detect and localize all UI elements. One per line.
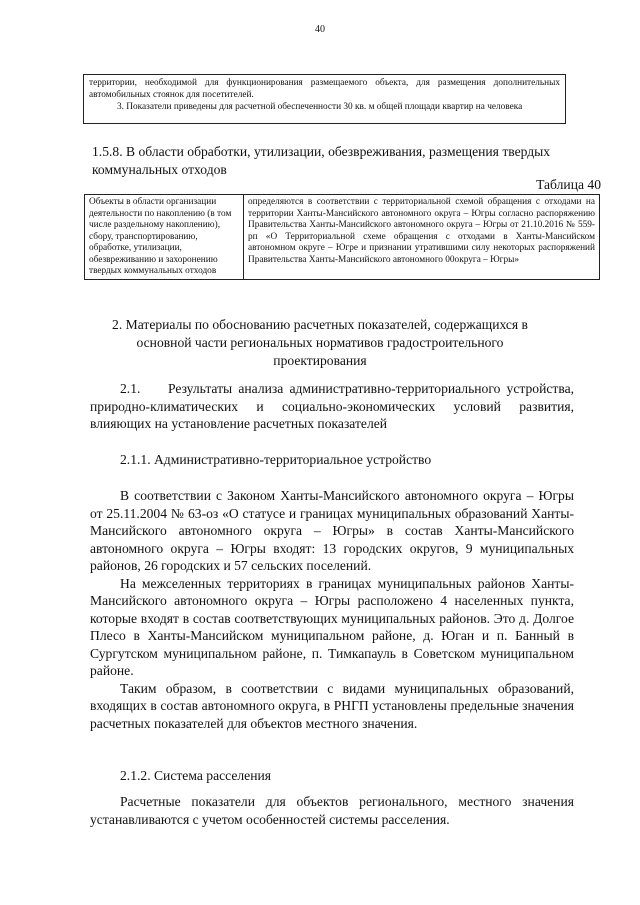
chapter-heading-2: 2. Материалы по обоснованию расчетных показателей, содержащихся в основной части региональных нормативов градостроительного проектирования [112,317,528,368]
paragraph: Расчетные показатели для объектов регионального, местного значения устанавливаются с учетом особенностей системы расселения. [90,794,574,827]
paragraph: Таким образом, в соответствии с видами муниципальных образований, входящих в состав автономного округа, в РНГП установлены предельные значения расчетных показателей для объектов местного значения. [90,680,574,731]
paragraph: На межселенных территориях в границах муниципальных районов Ханты-Мансийского автономного округа – Югры расположено 4 населенных пункта, которые входят в состав соответствующих муниципальных районов. Это д. Долгое Плесо в Ханты-Мансийском муниципальном районе, д. Юган и п. Банный в Сургутском муниципальном районе, п. Тимкапауль в Советском муниципальном районе. [90,575,574,678]
subsection-heading-2-1 [90,380,574,433]
note-line-3: 3. Показатели приведены для расчетной обеспеченности 30 кв. м общей площади квартир на человека [117,102,523,112]
table-caption: Таблица 40 [536,177,601,192]
note-line-1: территории, необходимой для функционирования размещаемого объекта, для размещения дополнительных автомобильных стоянок для посетителей. [89,78,560,100]
table-cell-rule: определяются в соответствии с территориальной схемой обращения с отходами на территории Ханты-Мансийского автономного округа – Югры согласно распоряжению Правительства Ханты-Мансийского автономного округа – Югры от 21.10.2016 № 559-рп «О Территориальной схеме обращения с отходами в Ханты-Мансийском автономном округе – Югре и признании утратившими силу некоторых распоряжений Правительства Ханты-Мансийского автономного 00округа – Югры» [244,195,600,280]
settlement-paragraph [90,793,574,828]
table-row [85,195,600,280]
admin-paragraphs [90,487,574,732]
table-notes-box [83,74,566,124]
section-heading-1-5-8: 1.5.8. В области обработки, утилизации, обезвреживания, размещения твердых коммунальных отходов [92,144,551,177]
subsection-number: 2.1. [120,381,141,396]
page-number: 40 [315,24,325,35]
subsection-text: Результаты анализа административно-территориального устройства, природно-климатических и социально-экономических условий развития, влияющих на установление расчетных показателей [90,381,574,431]
table-cell-object: Объекты в области организации деятельности по накоплению (в том числе раздельному накоплению), сбору, транспортированию, обработке, утилизации, обезвреживанию и захоронению твердых коммунальных отходов [85,195,244,280]
paragraph: В соответствии с Законом Ханты-Мансийского автономного округа – Югры от 25.11.2004 № 63-оз «О статусе и границах муниципальных образований Ханты-Мансийского автономного округа – Югры» в состав Ханты-Мансийского автономного округа – Югры входят: 13 городских округов, 9 муниципальных районов, 26 городских и 57 сельских поселений. [90,488,574,573]
regulation-table [84,194,600,280]
heading-2-1-1: 2.1.1. Административно-территориальное устройство [120,452,432,467]
heading-2-1-2: 2.1.2. Система расселения [120,768,271,783]
